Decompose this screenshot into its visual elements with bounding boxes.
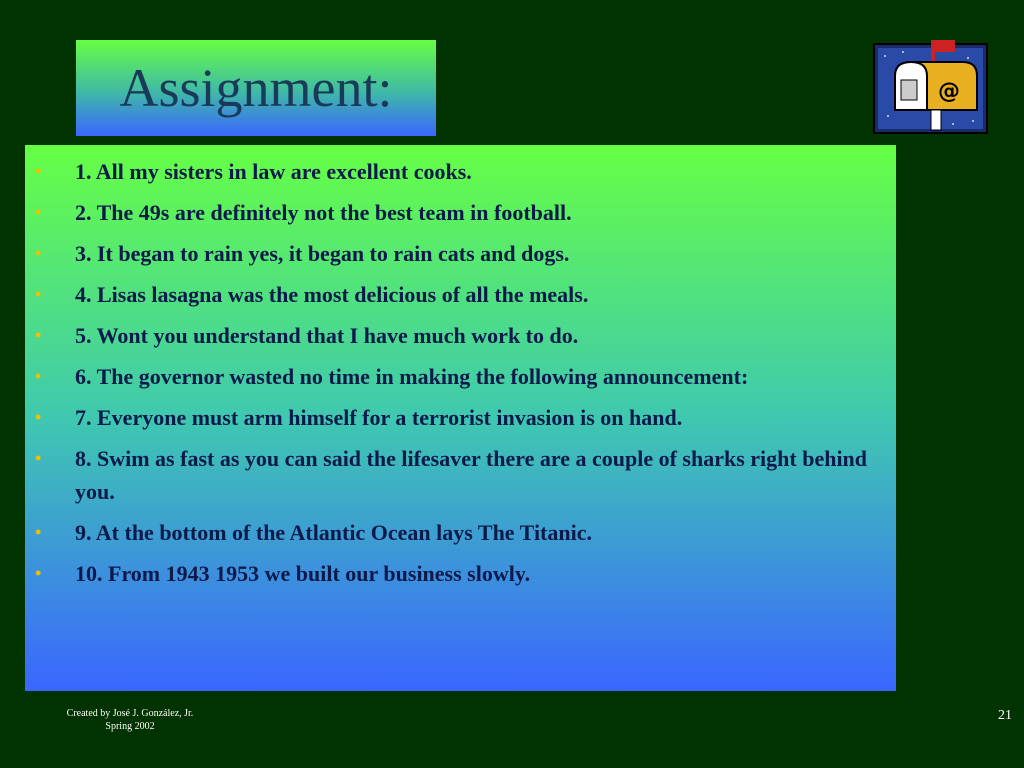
list-item-text: 6. The governor wasted no time in making the following announcement:: [75, 364, 749, 389]
list-item: [25, 319, 896, 352]
list-item: [25, 557, 896, 590]
list-item-text: 7. Everyone must arm himself for a terrorist invasion is on hand.: [75, 405, 683, 430]
list-item-text: 3. It began to rain yes, it began to rain cats and dogs.: [75, 241, 570, 266]
bullet-icon: •: [35, 522, 42, 542]
list-item: [25, 442, 896, 508]
list-item-text: 9. At the bottom of the Atlantic Ocean lays The Titanic.: [75, 520, 592, 545]
list-item: [25, 237, 896, 270]
list-item: [25, 155, 896, 188]
slide-title: Assignment:: [119, 58, 393, 118]
page-number: 21: [998, 708, 1012, 723]
credit-date: Spring 2002: [105, 721, 155, 732]
bullet-icon: •: [35, 284, 42, 304]
list-item: [25, 401, 896, 434]
bullet-icon: •: [35, 563, 42, 583]
list-item-text: 2. The 49s are definitely not the best team in football.: [75, 200, 572, 225]
list-item: [25, 196, 896, 229]
list-item: [25, 278, 896, 311]
list-item: [25, 516, 896, 549]
bullet-icon: •: [35, 366, 42, 386]
list-item-text: 1. All my sisters in law are excellent cooks.: [75, 159, 472, 184]
svg-text:@: @: [938, 79, 960, 104]
mailbox-at-icon: [873, 36, 988, 134]
bullet-icon: •: [35, 202, 42, 222]
list-item-text: 8. Swim as fast as you can said the lifesaver there are a couple of sharks right behind you.: [75, 446, 868, 504]
bullet-icon: •: [35, 407, 42, 427]
list-item-text: 4. Lisas lasagna was the most delicious of all the meals.: [75, 282, 589, 307]
content-box: [25, 145, 896, 691]
footer-credit: [40, 707, 220, 733]
list-item: [25, 360, 896, 393]
bullet-icon: •: [35, 161, 42, 181]
bullet-icon: •: [35, 243, 42, 263]
list-item-text: 5. Wont you understand that I have much work to do.: [75, 323, 579, 348]
title-box: [76, 40, 436, 136]
list-item-text: 10. From 1943 1953 we built our business slowly.: [75, 561, 531, 586]
bullet-icon: •: [35, 448, 42, 468]
credit-author: Created by José J. González, Jr.: [66, 708, 194, 719]
bullet-icon: •: [35, 325, 42, 345]
item-list: [25, 145, 896, 590]
